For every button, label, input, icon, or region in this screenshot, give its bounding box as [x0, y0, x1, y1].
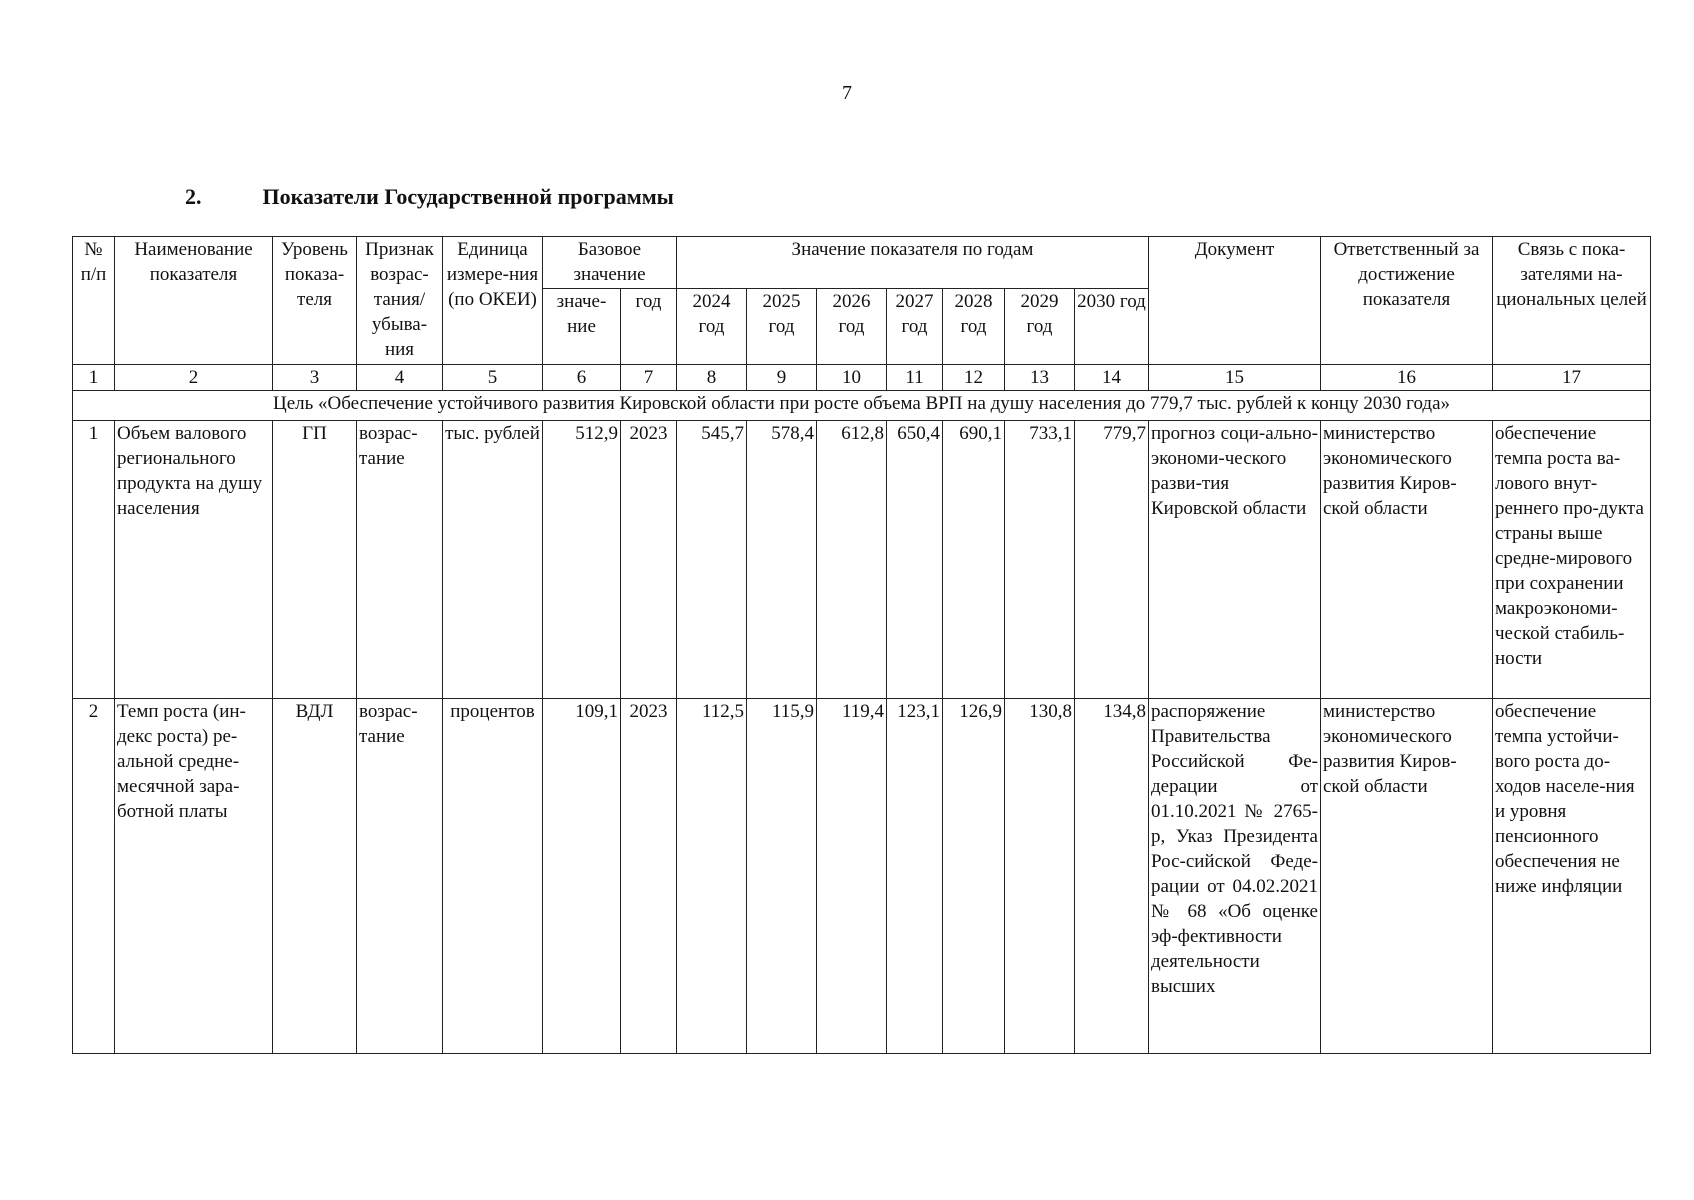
row-value-2024: 545,7	[677, 421, 747, 699]
row-value-2030: 779,7	[1075, 421, 1149, 699]
header-year-2026: 2026 год	[817, 289, 887, 365]
column-number: 14	[1075, 365, 1149, 391]
header-base-value: значе-ние	[543, 289, 621, 365]
header-num: № п/п	[73, 237, 115, 365]
header-base: Базовое значение	[543, 237, 677, 289]
column-number: 7	[621, 365, 677, 391]
row-link: обеспечение темпа устойчи-вого роста до-ходов населе-ния и уровня пенсионного обеспечения не ниже инфляции	[1493, 699, 1651, 1054]
header-sign: Признак возрас-тания/ убыва-ния	[357, 237, 443, 365]
section-heading	[185, 184, 674, 210]
header-document: Документ	[1149, 237, 1321, 365]
row-num: 2	[73, 699, 115, 1054]
row-num: 1	[73, 421, 115, 699]
column-number: 10	[817, 365, 887, 391]
row-sign: возрас-тание	[357, 421, 443, 699]
row-base-year: 2023	[621, 699, 677, 1054]
column-number: 13	[1005, 365, 1075, 391]
row-base-year: 2023	[621, 421, 677, 699]
row-unit: процентов	[443, 699, 543, 1054]
row-value-2030: 134,8	[1075, 699, 1149, 1054]
column-number: 8	[677, 365, 747, 391]
row-base-value: 109,1	[543, 699, 621, 1054]
row-value-2028: 690,1	[943, 421, 1005, 699]
row-unit: тыс. рублей	[443, 421, 543, 699]
header-responsible: Ответственный за достижение показателя	[1321, 237, 1493, 365]
section-title: Показатели Государственной программы	[262, 184, 674, 209]
header-year-2025: 2025 год	[747, 289, 817, 365]
row-value-2026: 119,4	[817, 699, 887, 1054]
header-name: Наименование показателя	[115, 237, 273, 365]
row-link: обеспечение темпа роста ва-лового внут-реннего про-дукта страны выше средне-мирового при сохранении макроэкономи-ческой стабиль-ности	[1493, 421, 1651, 699]
column-number: 17	[1493, 365, 1651, 391]
row-responsible: министерство экономического развития Киров-ской области	[1321, 699, 1493, 1054]
column-number: 3	[273, 365, 357, 391]
row-value-2027: 650,4	[887, 421, 943, 699]
header-link: Связь с пока-зателями на-циональных целей	[1493, 237, 1651, 365]
header-year-2027: 2027 год	[887, 289, 943, 365]
row-value-2028: 126,9	[943, 699, 1005, 1054]
row-value-2024: 112,5	[677, 699, 747, 1054]
header-year-2028: 2028 год	[943, 289, 1005, 365]
table-row	[73, 699, 1651, 1054]
row-document: распоряжение Правительства Российской Фе-дерации от 01.10.2021 № 2765-р, Указ Президента Рос-сийской Феде-рации от 04.02.2021 № 68 «Об оценке эф-фективности деятельности высших	[1149, 699, 1321, 1054]
column-number: 5	[443, 365, 543, 391]
row-name: Темп роста (ин-декс роста) ре-альной средне-месячной зара-ботной платы	[115, 699, 273, 1054]
row-base-value: 512,9	[543, 421, 621, 699]
column-number-row	[73, 365, 1651, 391]
column-number: 11	[887, 365, 943, 391]
header-years-group: Значение показателя по годам	[677, 237, 1149, 289]
column-number: 1	[73, 365, 115, 391]
row-responsible: министерство экономического развития Киров-ской области	[1321, 421, 1493, 699]
row-value-2026: 612,8	[817, 421, 887, 699]
indicators-table	[72, 236, 1651, 1054]
column-number: 12	[943, 365, 1005, 391]
row-value-2025: 115,9	[747, 699, 817, 1054]
row-value-2029: 733,1	[1005, 421, 1075, 699]
header-year-2030: 2030 год	[1075, 289, 1149, 365]
header-unit: Единица измере-ния (по ОКЕИ)	[443, 237, 543, 365]
row-document: прогноз соци-ально-экономи-ческого разви-тия Кировской области	[1149, 421, 1321, 699]
column-number: 15	[1149, 365, 1321, 391]
section-number: 2.	[185, 184, 202, 209]
page-number: 7	[842, 82, 852, 104]
header-year-2029: 2029 год	[1005, 289, 1075, 365]
column-number: 2	[115, 365, 273, 391]
row-sign: возрас-тание	[357, 699, 443, 1054]
header-level: Уровень показа-теля	[273, 237, 357, 365]
row-value-2025: 578,4	[747, 421, 817, 699]
row-value-2027: 123,1	[887, 699, 943, 1054]
column-number: 6	[543, 365, 621, 391]
row-level: ВДЛ	[273, 699, 357, 1054]
row-level: ГП	[273, 421, 357, 699]
goal-row: Цель «Обеспечение устойчивого развития Кировской области при росте объема ВРП на душу населения до 779,7 тыс. рублей к концу 2030 года»	[73, 391, 1651, 421]
row-value-2029: 130,8	[1005, 699, 1075, 1054]
column-number: 9	[747, 365, 817, 391]
column-number: 16	[1321, 365, 1493, 391]
header-base-year: год	[621, 289, 677, 365]
table-row	[73, 421, 1651, 699]
header-year-2024: 2024 год	[677, 289, 747, 365]
column-number: 4	[357, 365, 443, 391]
row-name: Объем валового регионального продукта на душу населения	[115, 421, 273, 699]
